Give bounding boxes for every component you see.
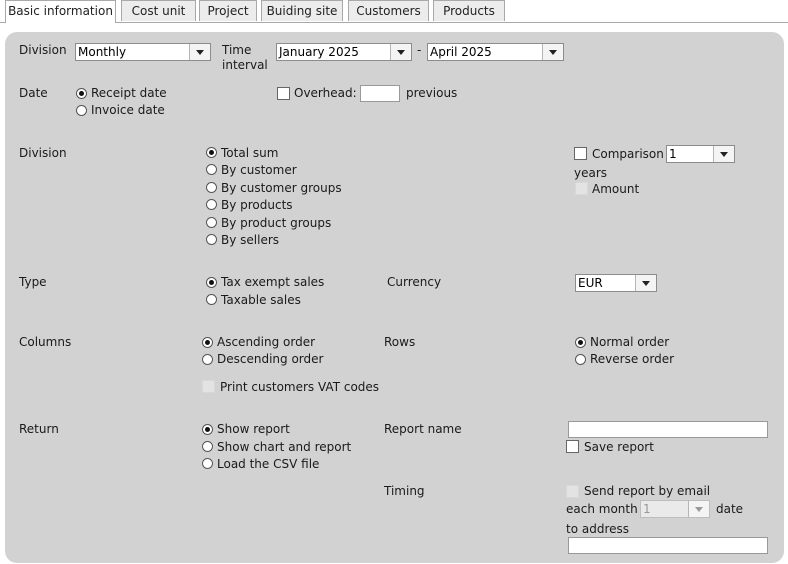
radio-normal-order[interactable]	[575, 337, 586, 348]
previous-label: previous	[406, 86, 458, 100]
option-label: Tax exempt sales	[221, 275, 325, 289]
division-period-label: Division	[19, 43, 67, 57]
overhead-checkbox[interactable]	[277, 87, 290, 100]
report-name-label: Report name	[384, 422, 462, 436]
time-interval-label: Time interval	[222, 43, 268, 72]
chevron-down-icon	[189, 44, 210, 60]
interval-separator: -	[417, 43, 422, 57]
radio-receipt-date[interactable]	[76, 88, 87, 99]
rows-label: Rows	[384, 335, 416, 349]
to-address-label: to address	[566, 522, 630, 536]
radio-total-sum[interactable]	[206, 147, 217, 158]
currency-select[interactable]	[575, 274, 657, 292]
option-label: By product groups	[221, 216, 332, 230]
vat-codes-checkbox[interactable]	[202, 380, 215, 393]
return-label: Return	[19, 422, 59, 436]
save-report-label: Save report	[584, 440, 654, 454]
invoice-date-label: Invoice date	[91, 103, 165, 117]
chevron-down-icon	[713, 146, 734, 162]
radio-ascending[interactable]	[202, 337, 213, 348]
overhead-label: Overhead:	[294, 86, 357, 100]
option-label: Normal order	[590, 335, 670, 349]
interval-to-value: April 2025	[430, 45, 492, 59]
day-select[interactable]	[640, 500, 710, 518]
radio-show-report[interactable]	[202, 424, 213, 435]
option-label: Ascending order	[217, 335, 316, 349]
radio-descending[interactable]	[202, 354, 213, 365]
save-report-checkbox[interactable]	[566, 440, 579, 453]
option-label: Reverse order	[590, 352, 675, 366]
division-label: Division	[19, 146, 67, 160]
radio-taxable[interactable]	[206, 294, 217, 305]
day-value: 1	[643, 502, 651, 516]
interval-from-value: January 2025	[279, 45, 359, 59]
report-name-input[interactable]	[568, 421, 768, 438]
radio-show-chart-report[interactable]	[202, 441, 213, 452]
division-period-select[interactable]	[75, 43, 211, 61]
timing-label: Timing	[384, 484, 425, 498]
interval-to-select[interactable]	[427, 43, 564, 61]
option-label: Show chart and report	[217, 440, 352, 454]
date-suffix-label: date	[716, 502, 744, 516]
tab-customers[interactable]: Customers	[348, 0, 429, 21]
interval-from-select[interactable]	[276, 43, 412, 61]
tab-building-site[interactable]: Buiding site	[261, 0, 343, 21]
chevron-down-icon	[635, 275, 656, 291]
send-email-checkbox[interactable]	[566, 485, 579, 498]
chevron-down-icon	[688, 501, 709, 517]
tab-products[interactable]: Products	[433, 0, 505, 21]
tab-bar	[0, 0, 788, 23]
amount-label: Amount	[592, 182, 640, 196]
option-label: By products	[221, 198, 293, 212]
years-label: years	[574, 166, 608, 180]
option-label: By customer	[221, 163, 297, 177]
radio-by-product-groups[interactable]	[206, 217, 217, 228]
radio-by-customer[interactable]	[206, 164, 217, 175]
currency-value: EUR	[578, 276, 603, 290]
amount-checkbox[interactable]	[575, 182, 588, 195]
comparison-label: Comparison	[592, 147, 664, 161]
each-month-label: each month	[566, 502, 638, 516]
division-period-value: Monthly	[78, 45, 127, 59]
receipt-date-label: Receipt date	[91, 86, 167, 100]
comparison-years-value: 1	[669, 147, 677, 161]
type-label: Type	[19, 275, 47, 289]
comparison-years-select[interactable]	[666, 145, 735, 163]
currency-label: Currency	[387, 275, 442, 289]
option-label: Total sum	[221, 146, 279, 160]
chevron-down-icon	[542, 44, 563, 60]
radio-reverse-order[interactable]	[575, 354, 586, 365]
email-address-input[interactable]	[568, 537, 768, 554]
overhead-input[interactable]	[360, 85, 400, 102]
radio-load-csv[interactable]	[202, 458, 213, 469]
comparison-checkbox[interactable]	[574, 147, 587, 160]
radio-by-sellers[interactable]	[206, 234, 217, 245]
option-label: Descending order	[217, 352, 324, 366]
date-label: Date	[19, 86, 48, 100]
radio-tax-exempt[interactable]	[206, 277, 217, 288]
option-label: By sellers	[221, 233, 280, 247]
tab-basic-information[interactable]: Basic information	[5, 0, 116, 23]
radio-invoice-date[interactable]	[76, 105, 87, 116]
option-label: Load the CSV file	[217, 457, 320, 471]
option-label: By customer groups	[221, 181, 342, 195]
tab-cost-unit[interactable]: Cost unit	[121, 0, 196, 21]
chevron-down-icon	[390, 44, 411, 60]
send-email-label: Send report by email	[584, 484, 711, 498]
radio-by-customer-groups[interactable]	[206, 182, 217, 193]
option-label: Taxable sales	[221, 293, 301, 307]
radio-by-products[interactable]	[206, 199, 217, 210]
option-label: Show report	[217, 422, 290, 436]
tab-project[interactable]: Project	[199, 0, 257, 21]
vat-codes-label: Print customers VAT codes	[220, 380, 380, 394]
columns-label: Columns	[19, 335, 72, 349]
